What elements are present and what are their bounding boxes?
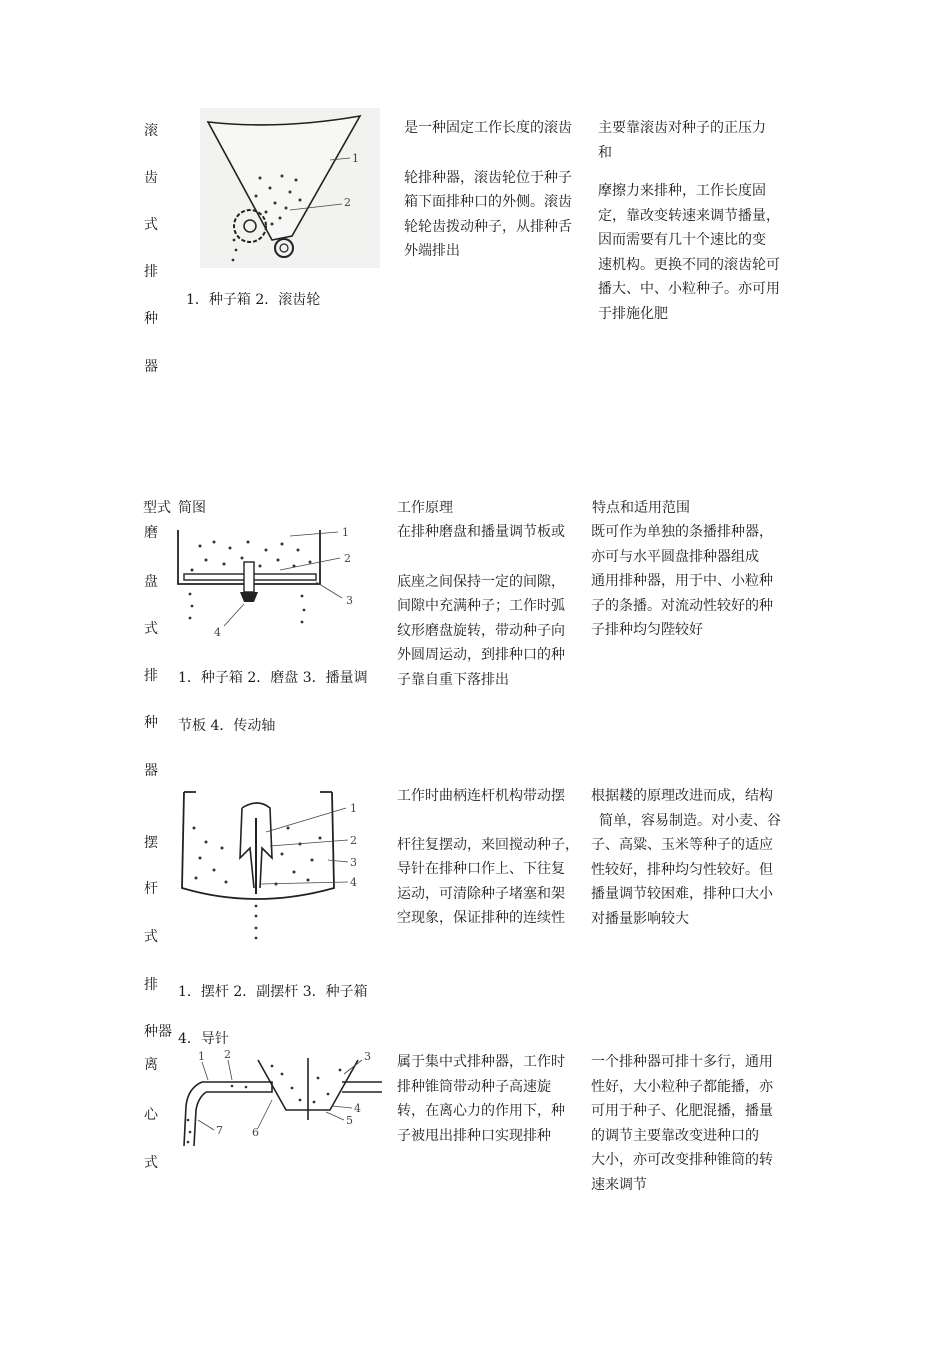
- swing-lever-figure: [170, 788, 370, 948]
- type-char: 排: [144, 977, 158, 993]
- features-text: 根据耧的原理改进而成，结构 简单，容易制造。对小麦、谷 子、高粱、玉米等种子的适应 性较好，排种均匀性较好。但 播量调节较困难，排种口大小 对播量影响较大: [591, 788, 781, 927]
- principle-text: 属于集中式排种器，工作时 排种锥筒带动种子高速旋 转，在离心力的作用下，种 子被甩出排种口实现排种: [397, 1054, 565, 1144]
- grinding-disc-figure: [170, 522, 370, 642]
- type-char: 盘: [144, 574, 158, 590]
- figure-caption: 4．导针: [178, 1031, 229, 1047]
- type-char: 摆: [144, 835, 158, 851]
- figure-label: 3: [346, 594, 353, 607]
- type-char: 心: [144, 1107, 158, 1123]
- figure-label: 4: [354, 1102, 361, 1115]
- type-char: 磨: [144, 525, 158, 541]
- gear-roller-figure: [200, 108, 380, 268]
- principle-text: 工作时曲柄连杆机构带动摆 杆往复摆动，来回搅动种子， 导针在排种口作上、下往复 运动，可清除种子堵塞和架 空现象，保证排种的连续性: [397, 788, 579, 926]
- figure-label: 5: [346, 1114, 353, 1127]
- figure-label: 3: [364, 1050, 371, 1063]
- type-char: 种器: [144, 1024, 172, 1040]
- principle-text: 在排种磨盘和播量调节板或 底座之间保持一定的间隙， 间隙中充满种子；工作时弧 纹形磨盘旋转，带动种子向 外圆周运动，到排种口的种 子靠自重下落排出: [397, 524, 565, 688]
- type-char: 式: [144, 621, 158, 637]
- figure-label: 4: [214, 626, 221, 639]
- header-diagram: 简图: [178, 500, 206, 516]
- figure-label: 1: [342, 526, 349, 539]
- type-char: 离: [144, 1057, 158, 1073]
- figure-caption: 节板 4．传动轴: [178, 718, 276, 734]
- principle-text: 是一种固定工作长度的滚齿 轮排种器，滚齿轮位于种子 箱下面排种口的外侧。滚齿 轮轮齿拨动种子，从排种舌 外端排出: [404, 120, 572, 259]
- figure-label: 1: [350, 802, 357, 815]
- figure-label: 2: [344, 552, 351, 565]
- features-text: 既可作为单独的条播排种器， 亦可与水平圆盘排种器组成 通用排种器，用于中、小粒种 子的条播。对流动性较好的种 子排种均匀陛较好: [591, 524, 773, 638]
- features-text: 一个排种器可排十多行，通用 性好，大小粒种子都能播，亦 可用于种子、化肥混播，播量 的调节主要靠改变进种口的 大小，亦可改变排种锥筒的转 速来调节: [591, 1054, 773, 1193]
- type-char: 杆: [144, 881, 158, 897]
- type-char: 器: [144, 763, 158, 779]
- figure-caption: 1．种子箱 2．磨盘 3．播量调: [178, 670, 368, 686]
- header-type: 型式: [143, 500, 171, 516]
- type-char: 器: [144, 359, 158, 375]
- type-char: 排: [144, 264, 158, 280]
- header-principle: 工作原理: [397, 500, 453, 516]
- type-char: 式: [144, 1155, 158, 1171]
- type-char: 式: [144, 929, 158, 945]
- type-char: 齿: [144, 170, 158, 186]
- figure-label: 2: [350, 834, 357, 847]
- type-char: 种: [144, 715, 158, 731]
- figure-label: 1: [198, 1050, 205, 1063]
- centrifugal-figure: [172, 1050, 382, 1150]
- figure-label: 1: [352, 152, 359, 165]
- figure-caption: 1．种子箱 2．滚齿轮: [186, 292, 321, 308]
- figure-caption: 1．摆杆 2．副摆杆 3．种子箱: [178, 984, 368, 1000]
- type-char: 排: [144, 668, 158, 684]
- type-char: 种: [144, 311, 158, 327]
- features-text: 主要靠滚齿对种子的正压力 和 摩擦力来排种，工作长度固 定，靠改变转速来调节播量， 因而需要有几十个速比的变 速机构。更换不同的滚齿轮可 播大、中、小粒种子。亦可用 于排施化肥: [598, 120, 780, 322]
- figure-label: 4: [350, 876, 357, 889]
- figure-label: 7: [216, 1124, 223, 1137]
- header-features: 特点和适用范围: [592, 500, 690, 516]
- type-char: 滚: [144, 123, 158, 139]
- figure-label: 6: [252, 1126, 259, 1139]
- figure-label: 2: [224, 1050, 231, 1061]
- figure-label: 3: [350, 856, 357, 869]
- figure-label: 2: [344, 196, 351, 209]
- type-char: 式: [144, 217, 158, 233]
